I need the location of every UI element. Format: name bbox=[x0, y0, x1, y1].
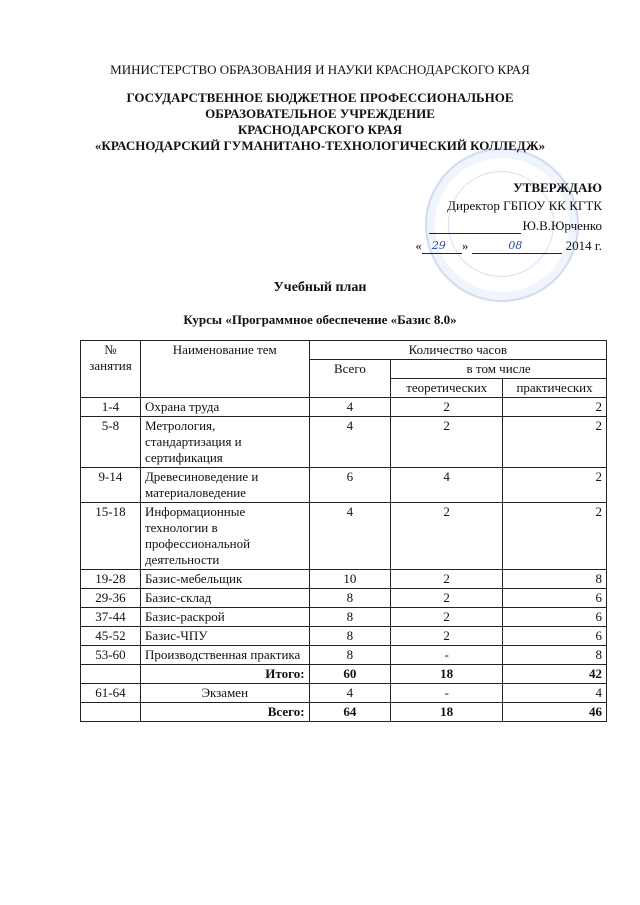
table-row bbox=[81, 468, 607, 503]
header-total: Всего bbox=[309, 360, 391, 398]
exam-practice: 4 bbox=[503, 684, 607, 703]
grand-label: Всего: bbox=[140, 703, 309, 722]
row-total: 8 bbox=[309, 627, 391, 646]
approval-position: Директор ГБПОУ КК КГТК bbox=[447, 198, 602, 213]
header-including: в том числе bbox=[391, 360, 607, 379]
row-num: 29-36 bbox=[81, 589, 141, 608]
exam-total: 4 bbox=[309, 684, 391, 703]
table-row bbox=[81, 589, 607, 608]
table-row bbox=[81, 398, 607, 417]
header-topic: Наименование тем bbox=[140, 341, 309, 398]
subtotal-practice: 42 bbox=[503, 665, 607, 684]
row-theory: 2 bbox=[391, 589, 503, 608]
course-title: Курсы «Программное обеспечение «Базис 8.0» bbox=[183, 312, 457, 327]
row-theory: 2 bbox=[391, 570, 503, 589]
date-quote-open: « bbox=[415, 238, 422, 253]
header-num: № занятия bbox=[81, 341, 141, 398]
exam-label: Экзамен bbox=[140, 684, 309, 703]
subtotal-total: 60 bbox=[309, 665, 391, 684]
row-practice: 2 bbox=[503, 503, 607, 570]
row-practice: 8 bbox=[503, 646, 607, 665]
header-hours: Количество часов bbox=[309, 341, 606, 360]
row-topic: Охрана труда bbox=[140, 398, 309, 417]
row-practice: 6 bbox=[503, 608, 607, 627]
row-num: 37-44 bbox=[81, 608, 141, 627]
exam-num: 61-64 bbox=[81, 684, 141, 703]
row-practice: 8 bbox=[503, 570, 607, 589]
table-row bbox=[81, 646, 607, 665]
row-theory: 2 bbox=[391, 503, 503, 570]
row-total: 10 bbox=[309, 570, 391, 589]
date-year: 2014 г. bbox=[565, 238, 602, 253]
table-row bbox=[81, 503, 607, 570]
row-total: 8 bbox=[309, 646, 391, 665]
row-topic: Информационные технологии в профессиональной деятельности bbox=[140, 503, 309, 570]
row-practice: 6 bbox=[503, 627, 607, 646]
row-topic: Базис-раскрой bbox=[140, 608, 309, 627]
document-title: Учебный план bbox=[273, 280, 367, 295]
approval-signature bbox=[429, 218, 603, 234]
approval-name: Ю.В.Юрченко bbox=[522, 218, 602, 233]
row-theory: 2 bbox=[391, 608, 503, 627]
table-row bbox=[81, 417, 607, 468]
date-day-handwritten: 29 bbox=[431, 239, 446, 252]
signature-line bbox=[429, 221, 521, 234]
grand-empty bbox=[81, 703, 141, 722]
approval-title: УТВЕРЖДАЮ bbox=[513, 180, 602, 195]
row-total: 4 bbox=[309, 503, 391, 570]
row-theory: 2 bbox=[391, 398, 503, 417]
row-num: 15-18 bbox=[81, 503, 141, 570]
grand-theory: 18 bbox=[391, 703, 503, 722]
row-num: 5-8 bbox=[81, 417, 141, 468]
header-practice: практических bbox=[503, 379, 607, 398]
row-theory: 2 bbox=[391, 417, 503, 468]
row-topic: Базис-мебельщик bbox=[140, 570, 309, 589]
institution-line-1: ГОСУДАРСТВЕННОЕ БЮДЖЕТНОЕ ПРОФЕССИОНАЛЬНОЕ bbox=[126, 90, 514, 105]
row-topic: Базис-ЧПУ bbox=[140, 627, 309, 646]
grand-total: 64 bbox=[309, 703, 391, 722]
row-total: 4 bbox=[309, 417, 391, 468]
row-practice: 2 bbox=[503, 398, 607, 417]
date-month-handwritten: 08 bbox=[508, 239, 523, 252]
row-practice: 2 bbox=[503, 468, 607, 503]
grand-practice: 46 bbox=[503, 703, 607, 722]
table-row bbox=[81, 570, 607, 589]
date-month bbox=[472, 241, 562, 254]
row-total: 8 bbox=[309, 589, 391, 608]
ministry-heading: МИНИСТЕРСТВО ОБРАЗОВАНИЯ И НАУКИ КРАСНОДАРСКОГО КРАЯ bbox=[110, 62, 530, 77]
row-num: 9-14 bbox=[81, 468, 141, 503]
subtotal-row bbox=[81, 665, 607, 684]
date-day bbox=[422, 241, 462, 254]
grand-total-row bbox=[81, 703, 607, 722]
curriculum-table bbox=[80, 340, 607, 722]
row-practice: 2 bbox=[503, 417, 607, 468]
institution-line-3: КРАСНОДАРСКОГО КРАЯ bbox=[237, 122, 403, 137]
row-total: 6 bbox=[309, 468, 391, 503]
row-num: 53-60 bbox=[81, 646, 141, 665]
row-topic: Базис-склад bbox=[140, 589, 309, 608]
row-topic: Древесиноведение и материаловедение bbox=[140, 468, 309, 503]
row-theory: 2 bbox=[391, 627, 503, 646]
header-theory: теоретических bbox=[391, 379, 503, 398]
row-num: 19-28 bbox=[81, 570, 141, 589]
institution-line-4: «КРАСНОДАРСКИЙ ГУМАНИТАНО-ТЕХНОЛОГИЧЕСКИЙ КОЛЛЕДЖ» bbox=[94, 138, 546, 153]
date-quote-close: » bbox=[461, 238, 469, 253]
subtotal-empty bbox=[81, 665, 141, 684]
row-num: 45-52 bbox=[81, 627, 141, 646]
row-total: 8 bbox=[309, 608, 391, 627]
row-topic: Метрология, стандартизация и сертификация bbox=[140, 417, 309, 468]
subtotal-theory: 18 bbox=[391, 665, 503, 684]
table-row bbox=[81, 627, 607, 646]
subtotal-label: Итого: bbox=[140, 665, 309, 684]
row-num: 1-4 bbox=[81, 398, 141, 417]
row-theory: 4 bbox=[391, 468, 503, 503]
row-theory: - bbox=[391, 646, 503, 665]
approval-date bbox=[415, 238, 602, 254]
table-row bbox=[81, 608, 607, 627]
row-topic: Производственная практика bbox=[140, 646, 309, 665]
exam-theory: - bbox=[391, 684, 503, 703]
row-practice: 6 bbox=[503, 589, 607, 608]
row-total: 4 bbox=[309, 398, 391, 417]
institution-line-2: ОБРАЗОВАТЕЛЬНОЕ УЧРЕЖДЕНИЕ bbox=[205, 106, 435, 121]
exam-row bbox=[81, 684, 607, 703]
